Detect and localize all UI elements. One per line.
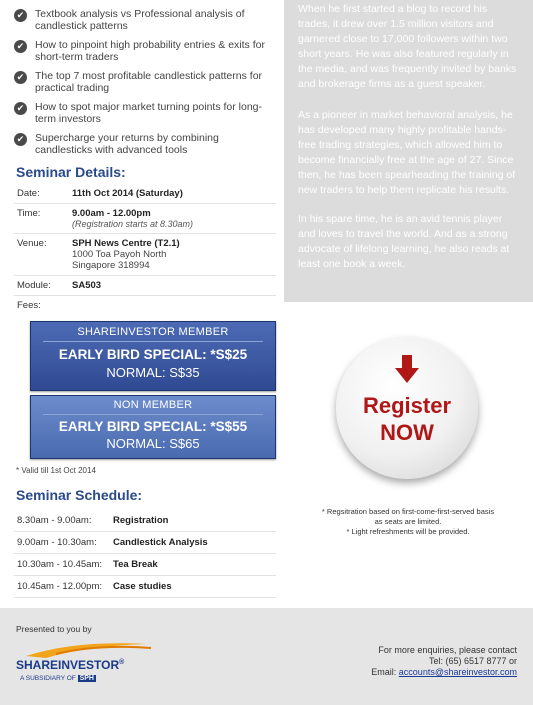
detail-row-date: [14, 184, 276, 204]
list-item-text: Supercharge your returns by combining candlesticks with advanced tools: [35, 132, 219, 156]
presented-by-text: Presented to you by: [16, 624, 92, 634]
register-label: Register: [362, 393, 452, 418]
schedule-item: Candlestick Analysis: [113, 537, 208, 548]
schedule-time: 10.45am - 12.00pm:: [17, 581, 103, 592]
check-icon: ✔: [14, 133, 27, 146]
schedule-item: Tea Break: [113, 559, 158, 570]
logo-text: [16, 658, 124, 672]
list-item-text: Textbook analysis vs Professional analysis of candlestick patterns: [35, 8, 245, 32]
list-item: [14, 39, 276, 63]
bio-paragraph: In his spare time, he is an avid tennis player and loves to travel the world. And as a strong advocate of lifelong learning, he also reads at least one book a week.: [298, 213, 510, 270]
schedule-time: 10.30am - 10.45am:: [17, 559, 103, 570]
module-label: Module:: [17, 280, 51, 291]
footer: [0, 608, 533, 705]
venue-label: Venue:: [17, 238, 47, 249]
enquiry-email-line: [371, 667, 517, 678]
list-item: [14, 132, 276, 156]
schedule-time: 8.30am - 9.00am:: [17, 515, 92, 526]
detail-row-venue: [14, 234, 276, 276]
check-icon: ✔: [14, 9, 27, 22]
check-icon: ✔: [14, 71, 27, 84]
list-item: [14, 8, 276, 32]
list-item: [14, 101, 276, 125]
shareinvestor-logo[interactable]: [16, 638, 156, 692]
email-label: Email:: [371, 667, 397, 677]
enquiry-tel: Tel: (65) 6517 8777 or: [428, 656, 517, 666]
email-link[interactable]: accounts@shareinvestor.com: [398, 667, 517, 677]
member-fee-box: [30, 321, 276, 391]
venue-value: SPH News Centre (T2.1): [72, 238, 180, 249]
bio-paragraph: When he first started a blog to record his trades, it drew over 1.5 million visitors and garnered close to 17,000 followers within two short years. He was also featured regularly in the media, and was frequently invited by banks and brokerage firms as a guest speaker.: [298, 3, 517, 90]
enquiry-text: For more enquiries, please contact: [378, 645, 517, 655]
note-line: as seats are limited.: [374, 517, 442, 526]
schedule-item: Registration: [113, 515, 169, 526]
venue-address-line: 1000 Toa Payoh North: [72, 249, 167, 260]
non-member-early-bird-price: EARLY BIRD SPECIAL: *S$55: [58, 419, 248, 434]
detail-row-time: [14, 204, 276, 234]
list-item-text: How to pinpoint high probability entries & exits for short-term traders: [35, 39, 265, 63]
bio-paragraph: As a pioneer in market behavioral analysis, he has developed many highly profitable hands-free trading strategies, which allowed him to become financially free at the age of 27. Since then, he has been spearheading the training of new traders to help them replicate his results.: [298, 109, 516, 196]
note-line: * Regsitration based on first-come-first-served basis: [321, 507, 495, 516]
schedule-item: Case studies: [113, 581, 172, 592]
member-early-bird-price: EARLY BIRD SPECIAL: *S$25: [58, 347, 248, 362]
table-row: [14, 532, 276, 554]
register-now-label: NOW: [380, 420, 434, 445]
register-now-button[interactable]: [336, 337, 478, 479]
check-icon: ✔: [14, 102, 27, 115]
fees-label: Fees:: [17, 300, 41, 311]
list-item-text: How to spot major market turning points for long-term investors: [35, 101, 263, 125]
non-member-fee-title: NON MEMBER: [43, 396, 263, 415]
date-label: Date:: [17, 188, 40, 199]
non-member-fee-box: [30, 395, 276, 459]
seminar-schedule-heading: Seminar Schedule:: [16, 487, 143, 503]
note-line: * Light refreshments will be provided.: [346, 527, 470, 536]
detail-row-module: [14, 276, 276, 296]
time-note: (Registration starts at 8.30am): [72, 219, 194, 229]
member-normal-price: NORMAL: S$35: [106, 365, 200, 380]
non-member-normal-price: NORMAL: S$65: [106, 436, 200, 451]
valid-note: * Valid till 1st Oct 2014: [16, 466, 96, 475]
logo-subsidiary-text: A SUBSIDIARY OF: [20, 675, 76, 682]
module-value: SA503: [72, 280, 102, 291]
logo-subsidiary: [20, 675, 96, 682]
date-value: 11th Oct 2014 (Saturday): [72, 188, 183, 199]
logo-registered-mark: ®: [119, 659, 125, 666]
list-item: [14, 70, 276, 94]
arrow-down-icon: [395, 355, 419, 383]
speaker-bio-panel: [284, 0, 533, 302]
table-row: [14, 510, 276, 532]
venue-value-block: [72, 238, 180, 271]
sph-logo: SPH: [79, 675, 94, 682]
seminar-details-heading: Seminar Details:: [16, 164, 126, 180]
schedule-time: 9.00am - 10.30am:: [17, 537, 97, 548]
member-fee-title: SHAREINVESTOR MEMBER: [43, 322, 263, 342]
seminar-details-table: [14, 184, 276, 315]
logo-name: SHAREINVESTOR: [16, 658, 120, 672]
logo-swoosh-icon: [16, 638, 156, 660]
check-icon: ✔: [14, 40, 27, 53]
time-value-block: [72, 208, 193, 229]
table-row: [14, 576, 276, 598]
venue-address-line: Singapore 318994: [72, 260, 150, 271]
time-label: Time:: [17, 208, 41, 219]
enquiry-contact: [371, 645, 517, 678]
detail-row-fees: [14, 296, 276, 315]
schedule-table: [14, 510, 276, 598]
table-row: [14, 554, 276, 576]
time-value: 9.00am - 12.00pm: [72, 208, 151, 219]
registration-notes: [290, 507, 526, 537]
list-item-text: The top 7 most profitable candlestick patterns for practical trading: [35, 70, 263, 94]
learning-points-list: [14, 8, 276, 163]
